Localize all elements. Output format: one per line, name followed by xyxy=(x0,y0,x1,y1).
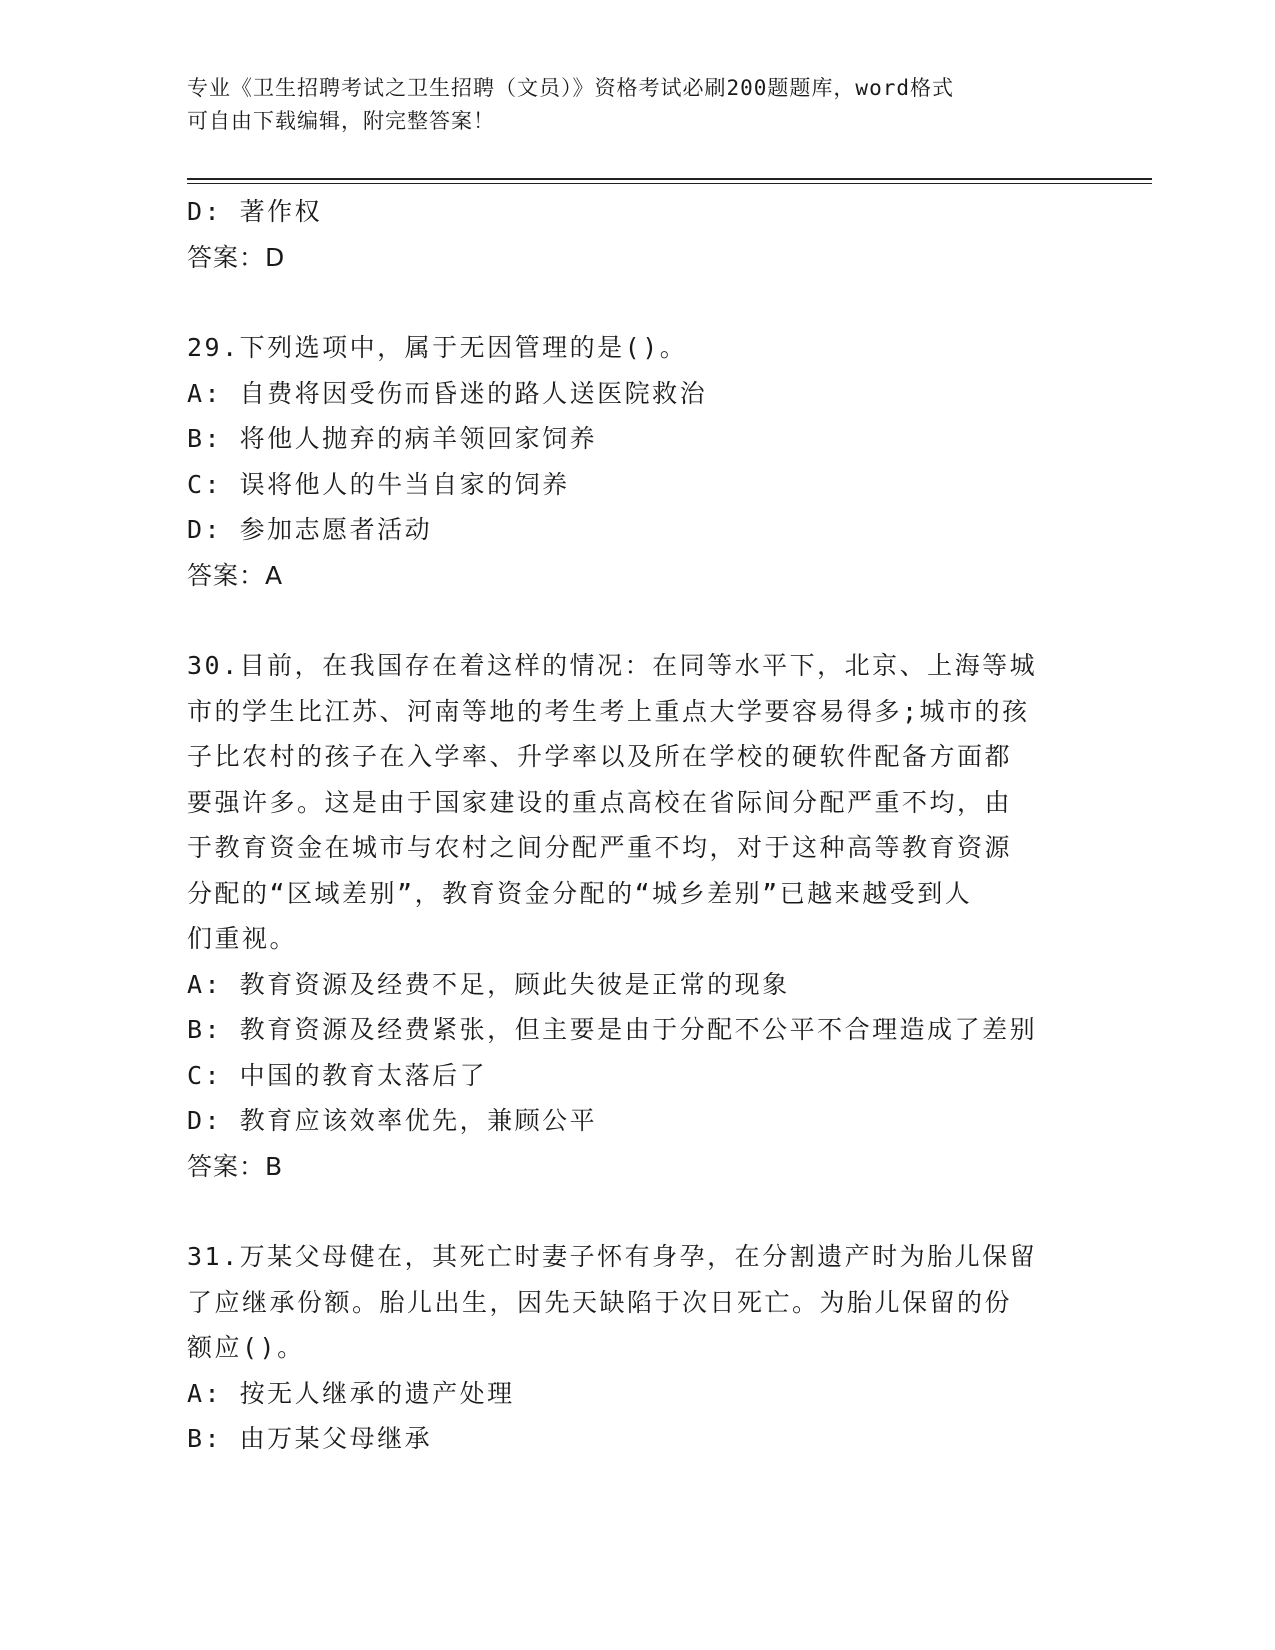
q30-stem-line: 子比农村的孩子在入学率、升学率以及所在学校的硬软件配备方面都 xyxy=(187,742,1013,771)
q30-stem-line: 市的学生比江苏、河南等地的考生考上重点大学要容易得多;城市的孩 xyxy=(187,696,1030,726)
q29-option-b: B: 将他人抛弃的病羊领回家饲养 xyxy=(187,424,598,453)
prev-answer: 答案：D xyxy=(187,242,286,272)
q31-option-b: B: 由万某父母继承 xyxy=(187,1424,433,1453)
q30-stem-line: 于教育资金在城市与农村之间分配严重不均，对于这种高等教育资源 xyxy=(187,833,1013,862)
q29-option-a: A: 自费将因受伤而昏迷的路人送医院救治 xyxy=(187,378,708,408)
question-30 xyxy=(187,643,1082,1189)
spacer xyxy=(187,280,1082,325)
q29-option-d: D: 参加志愿者活动 xyxy=(187,515,433,544)
q30-answer: 答案：B xyxy=(187,1151,284,1181)
spacer xyxy=(187,598,1082,643)
q29-stem: 29.下列选项中，属于无因管理的是()。 xyxy=(187,333,688,362)
question-31 xyxy=(187,1234,1082,1462)
question-29 xyxy=(187,325,1082,598)
q31-stem-line: 了应继承份额。胎儿出生，因先天缺陷于次日死亡。为胎儿保留的份 xyxy=(187,1287,1013,1317)
header-line-2: 可自由下载编辑，附完整答案！ xyxy=(187,109,495,133)
header-line-1: 专业《卫生招聘考试之卫生招聘（文员）》资格考试必刷200题题库，word格式 xyxy=(187,76,954,100)
q30-option-a: A: 教育资源及经费不足，顾此失彼是正常的现象 xyxy=(187,969,790,999)
q30-stem-line: 们重视。 xyxy=(187,924,298,953)
q30-option-b: B: 教育资源及经费紧张，但主要是由于分配不公平不合理造成了差别 xyxy=(187,1015,1038,1044)
q30-stem-line: 分配的“区域差别”，教育资金分配的“城乡差别”已越来越受到人 xyxy=(187,878,973,908)
q29-option-c: C: 误将他人的牛当自家的饲养 xyxy=(187,469,570,499)
spacer xyxy=(187,1189,1082,1234)
q31-option-a: A: 按无人继承的遗产处理 xyxy=(187,1378,515,1408)
q30-option-d: D: 教育应该效率优先，兼顾公平 xyxy=(187,1106,598,1135)
page-header xyxy=(187,72,1067,138)
q30-stem-line: 30.目前，在我国存在着这样的情况：在同等水平下，北京、上海等城 xyxy=(187,651,1038,680)
header-rule-thick xyxy=(187,178,1152,180)
q29-answer: 答案：A xyxy=(187,560,284,590)
prev-option-d: D: 著作权 xyxy=(187,197,323,226)
q30-option-c: C: 中国的教育太落后了 xyxy=(187,1060,488,1090)
q30-stem-line: 要强许多。这是由于国家建设的重点高校在省际间分配严重不均，由 xyxy=(187,787,1013,817)
question-content xyxy=(187,189,1082,1462)
q31-stem-line: 额应()。 xyxy=(187,1333,305,1362)
header-rule-thin xyxy=(187,183,1152,184)
q31-stem-line: 31.万某父母健在，其死亡时妻子怀有身孕，在分割遗产时为胎儿保留 xyxy=(187,1242,1038,1271)
